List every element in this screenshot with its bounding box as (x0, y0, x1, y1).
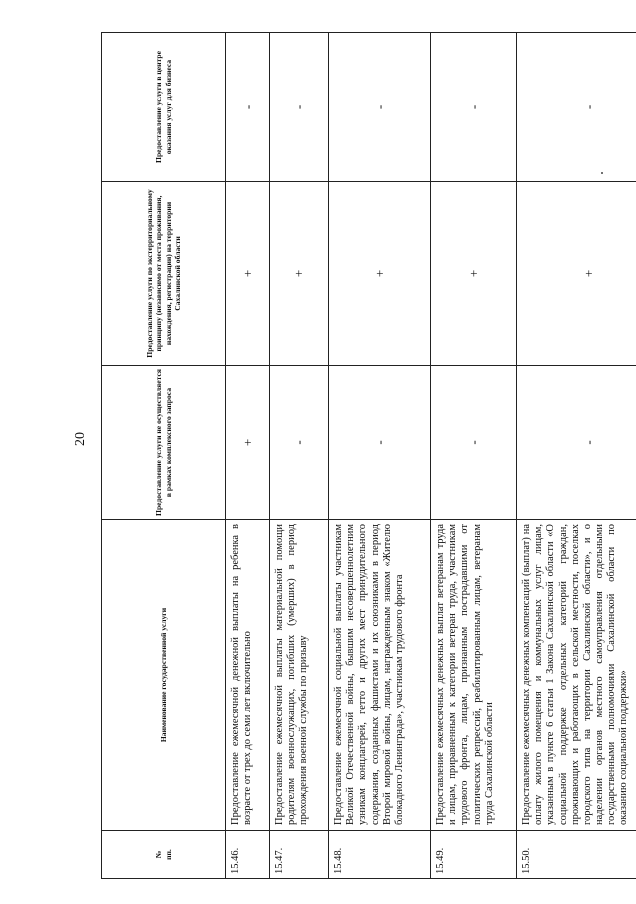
row-number: 15.49. (431, 831, 517, 879)
header-business-center: Предоставление услуги в центре оказания услуг для бизнеса (102, 33, 226, 182)
row-number: 15.50. (517, 831, 636, 879)
table-header-row (102, 33, 226, 879)
business-center-mark: - (329, 33, 431, 182)
business-center-mark: - (517, 33, 636, 182)
complex-request-mark: - (329, 366, 431, 520)
extraterritorial-mark: + (329, 182, 431, 366)
header-extraterritorial: Предоставление услуги по экстерриториальному принципу (независимо от места проживания, нахождения, регистрации) на территории Сахалинской области (102, 182, 226, 366)
table-row (431, 33, 517, 879)
table-row (226, 33, 270, 879)
business-center-mark: - (431, 33, 517, 182)
row-number: 15.46. (226, 831, 270, 879)
business-center-mark: - (270, 33, 329, 182)
service-name: Предоставление ежемесячных денежных выплат ветеранам труда и лицам, приравненным к категории ветеран труда, участникам трудового фронта, лицам, признанным пострадавшими от политических репрессий, реабилитированным лицам, ветеранам труда Сахалинской области (431, 520, 517, 831)
service-name: Предоставление ежемесячной социальной выплаты участникам Великой Отечественной войны, бывшим несовершеннолетним узникам концлагерей, гетто и других мест принудительного содержания, созданных фашистами и их союзниками в период Второй мировой войны, лицам, награжденным знаком «Жителю блокадного Ленинграда», участникам трудового фронта (329, 520, 431, 831)
complex-request-mark: - (517, 366, 636, 520)
services-table (101, 32, 636, 879)
service-name: Предоставление ежемесячной выплаты материальной помощи родителям военнослужащих, погибших (умерших) в период прохождения военной службы по призыву (270, 520, 329, 831)
row-number: 15.48. (329, 831, 431, 879)
header-complex-request: Предоставление услуги не осуществляется в рамках комплексного запроса (102, 366, 226, 520)
complex-request-mark: + (226, 366, 270, 520)
extraterritorial-mark: + (226, 182, 270, 366)
service-name: Предоставление ежемесячной денежной выплаты на ребенка в возрасте от трех до семи лет включительно (226, 520, 270, 831)
business-center-mark: - (226, 33, 270, 182)
table-row (270, 33, 329, 879)
header-service-name: Наименование государственной услуги (102, 520, 226, 831)
rotated-page-content (101, 33, 630, 879)
extraterritorial-mark: + (431, 182, 517, 366)
complex-request-mark: - (270, 366, 329, 520)
header-num: № пп. (102, 831, 226, 879)
row-number: 15.47. (270, 831, 329, 879)
page-number: 20 (73, 432, 88, 446)
complex-request-mark: - (431, 366, 517, 520)
extraterritorial-mark: + (517, 182, 636, 366)
table-row (517, 33, 636, 879)
table-row (329, 33, 431, 879)
extraterritorial-mark: + (270, 182, 329, 366)
service-name: Предоставление ежемесячных денежных компенсаций (выплат) на оплату жилого помещения и коммунальных услуг лицам, указанным в пункте 6 статьи 1 Закона Сахалинской области «О социальной поддержке отдельных категорий граждан, проживающих и работающих в сельской местности, поселках городского типа на территории Сахалинской области», и о наделении органов местного самоуправления отдельными государственными полномочиями Сахалинской области по оказанию социальной поддержки» (517, 520, 636, 831)
